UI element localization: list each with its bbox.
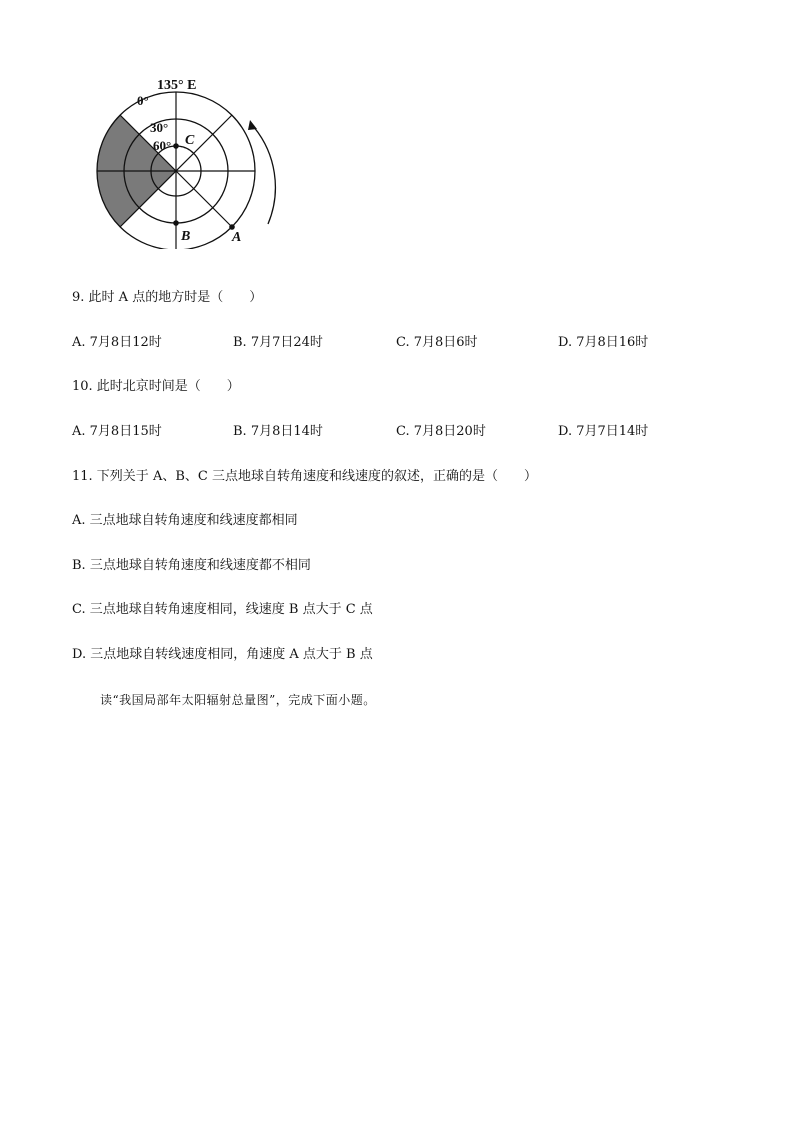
question-10-option-a[interactable]: A. 7月8日15时 (72, 424, 162, 439)
question-9-option-b[interactable]: B. 7月7日24时 (233, 335, 323, 350)
question-10-stem: 10. 此时北京时间是（ ） (72, 379, 240, 394)
label-30-degree: 30° (150, 120, 169, 135)
question-10-option-d[interactable]: D. 7月7日14时 (558, 424, 649, 439)
label-point-a: A (232, 230, 242, 245)
next-section-intro: 读“我国局部年太阳辐射总量图”，完成下面小题。 (100, 693, 376, 707)
question-10-option-b[interactable]: B. 7月8日14时 (233, 424, 323, 439)
label-0-degree: 0° (137, 93, 149, 108)
question-11-option-b[interactable]: B. 三点地球自转角速度和线速度都不相同 (72, 558, 311, 573)
point-a-dot (229, 224, 235, 230)
rotation-arc (253, 126, 275, 224)
question-11-option-a[interactable]: A. 三点地球自转角速度和线速度都相同 (72, 513, 298, 528)
question-11-option-c[interactable]: C. 三点地球自转角速度相同，线速度 B 点大于 C 点 (72, 602, 373, 617)
polar-projection-diagram (90, 74, 290, 249)
label-135e: 135° E (157, 78, 197, 93)
question-11-option-d[interactable]: D. 三点地球自转线速度相同，角速度 A 点大于 B 点 (72, 647, 373, 662)
question-9-stem: 9. 此时 A 点的地方时是（ ） (72, 290, 263, 305)
question-9-option-c[interactable]: C. 7月8日6时 (396, 335, 478, 350)
question-9-option-d[interactable]: D. 7月8日16时 (558, 335, 649, 350)
point-b-dot (173, 220, 179, 226)
question-9-option-a[interactable]: A. 7月8日12时 (72, 335, 162, 350)
label-point-c: C (185, 133, 195, 148)
polar-diagram-svg (90, 74, 290, 249)
rotation-arrow-head (248, 120, 257, 130)
label-point-b: B (181, 229, 191, 244)
point-c-dot (173, 143, 179, 149)
question-11-stem: 11. 下列关于 A、B、C 三点地球自转角速度和线速度的叙述，正确的是（ ） (72, 469, 537, 484)
label-60-degree: 60° (153, 138, 172, 153)
question-10-option-c[interactable]: C. 7月8日20时 (396, 424, 486, 439)
